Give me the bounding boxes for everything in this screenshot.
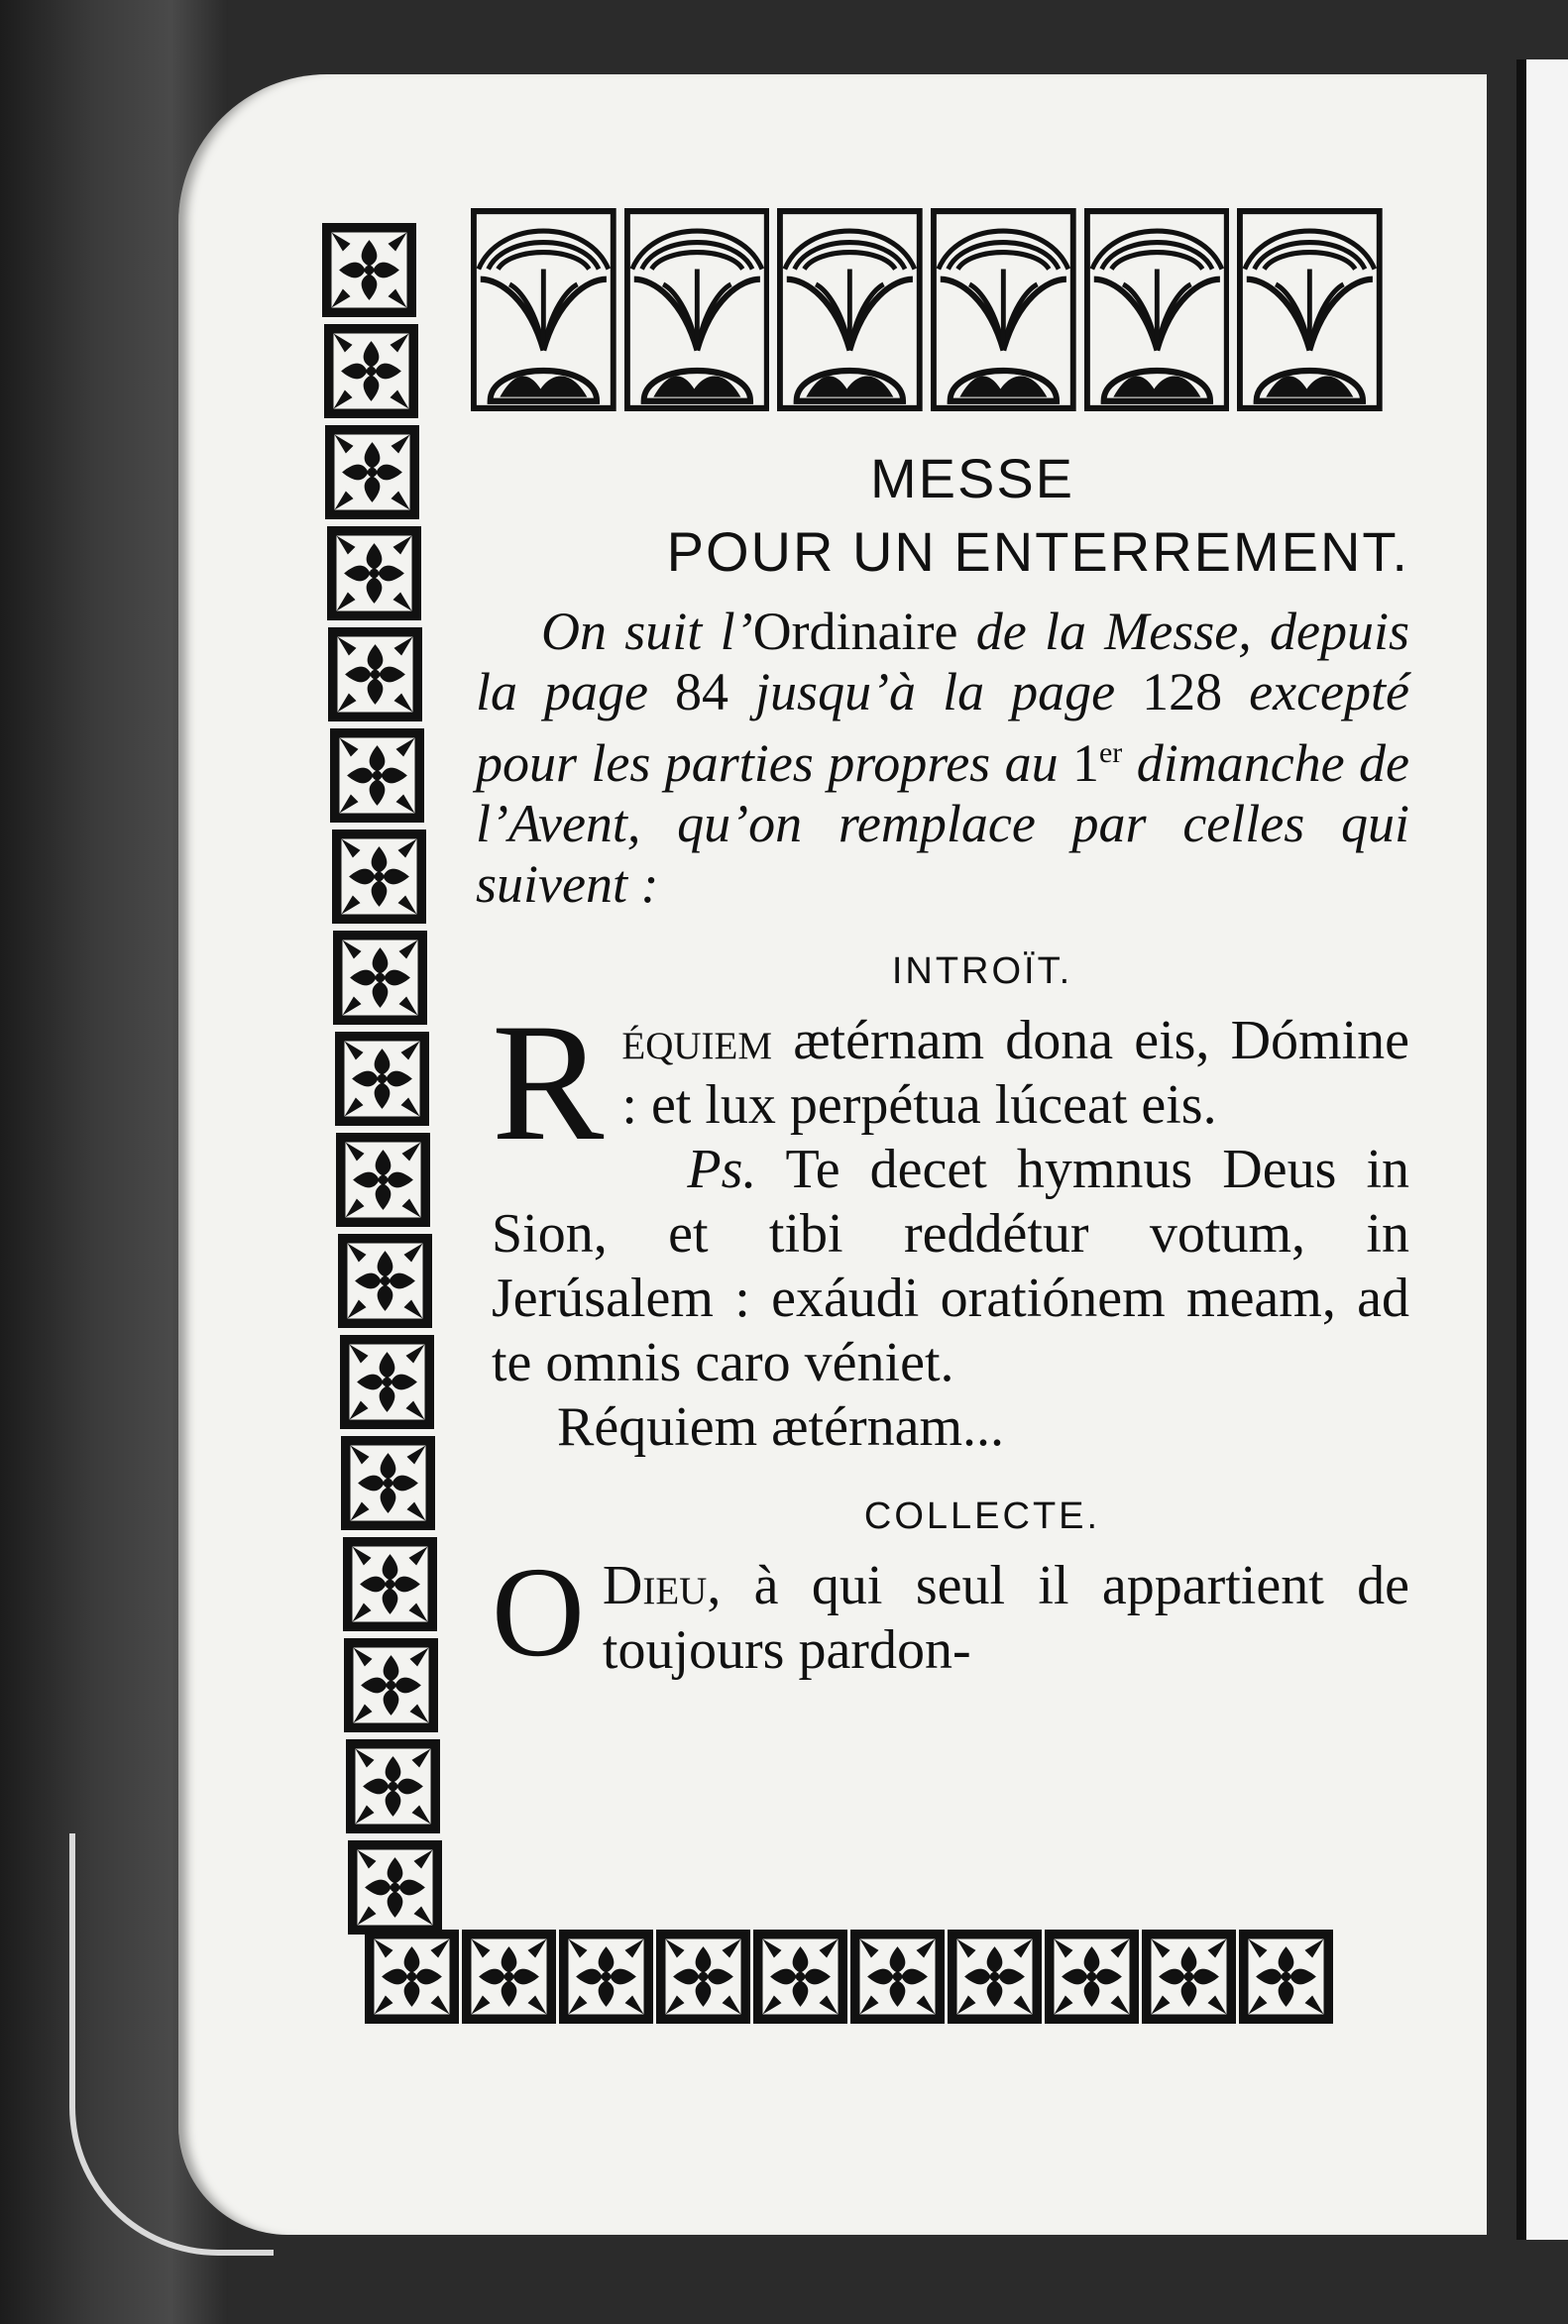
cross-tile-icon — [346, 1739, 440, 1833]
collecte-smallcaps: Dieu — [602, 1555, 708, 1616]
psalm-paragraph — [476, 1138, 1409, 1395]
title-line-1: MESSE — [869, 447, 1075, 509]
cross-tile-icon — [325, 425, 419, 519]
rubric-ordinal: 1 — [1071, 733, 1099, 793]
cross-tile-icon — [343, 1537, 437, 1631]
page-curl — [69, 1833, 274, 2256]
cross-tile-icon — [333, 931, 427, 1025]
cross-tile-icon — [656, 1930, 750, 2024]
cross-tile-icon — [559, 1930, 653, 2024]
fan-ornament-icon — [931, 208, 1076, 411]
cross-tile-icon — [327, 526, 421, 620]
cross-tile-icon — [322, 223, 416, 317]
rubric-page-end: 128 — [1142, 662, 1223, 721]
fan-ornament-icon — [1237, 208, 1383, 411]
cross-tile-icon — [948, 1930, 1042, 2024]
rubric-text: excepté pour les parties propres au — [476, 662, 1409, 793]
cross-tile-icon — [462, 1930, 556, 2024]
cross-tile-icon — [332, 830, 426, 924]
facing-page-edge — [1516, 59, 1568, 2240]
rubric-text: de la Messe, depuis la page — [476, 602, 1409, 721]
rubric-text: jusqu’à la page — [728, 662, 1143, 721]
collecte-paragraph — [476, 1541, 1409, 1684]
fan-ornament-icon — [471, 208, 616, 411]
cross-tile-icon — [341, 1436, 435, 1530]
cross-tile-icon — [348, 1840, 442, 1935]
cross-tile-icon — [324, 324, 418, 418]
cross-tile-icon — [1142, 1930, 1236, 2024]
collecte-text: , à qui seul il appartient de toujours pardon- — [602, 1555, 1409, 1681]
cross-tile-icon — [328, 627, 422, 721]
introit-text: ætérnam dona eis, Dómine : et lux perpétua lúceat eis. — [621, 1010, 1409, 1136]
introit-dropcap: R — [492, 989, 605, 1175]
psalm-text: Te decet hymnus Deus in Sion, et tibi reddétur votum, in Jerúsalem : exáudi oratiónem meam, ad te omnis caro véniet. — [492, 1139, 1409, 1393]
fan-ornament-icon — [624, 208, 770, 411]
fan-ornament-icon — [1084, 208, 1230, 411]
cross-tile-icon — [365, 1930, 459, 2024]
introit-repeat: Réquiem ætérnam... — [557, 1396, 1005, 1458]
collecte-dropcap: O — [492, 1541, 585, 1684]
rubric-ordinaire: Ordinaire — [752, 602, 958, 661]
rubric-paragraph — [476, 602, 1409, 915]
psalm-label: Ps. — [687, 1139, 757, 1200]
cross-tile-icon — [1045, 1930, 1139, 2024]
introit-heading: INTROÏT. — [891, 950, 1073, 992]
cross-tile-icon — [340, 1335, 434, 1429]
title-line-2: POUR UN ENTERREMENT. — [666, 520, 1409, 583]
header-ornament-row — [471, 208, 1383, 411]
cross-tile-icon — [335, 1032, 429, 1126]
rubric-text: On suit l’ — [541, 602, 753, 661]
cross-tile-icon — [753, 1930, 847, 2024]
fan-ornament-icon — [777, 208, 923, 411]
rubric-text: dimanche de l’Avent, qu’on remplace par celles qui suivent : — [476, 733, 1409, 914]
rubric-ordinal-suffix: er — [1098, 736, 1123, 769]
cross-tile-icon — [336, 1133, 430, 1227]
introit-smallcaps: équiem — [621, 1010, 773, 1071]
collecte-heading: COLLECTE. — [863, 1495, 1101, 1537]
cross-tile-icon — [330, 728, 424, 823]
cross-tile-icon — [338, 1234, 432, 1328]
cross-tile-icon — [344, 1638, 438, 1732]
cross-tile-icon — [850, 1930, 945, 2024]
rubric-page-start: 84 — [675, 662, 729, 721]
cross-tile-icon — [1239, 1930, 1333, 2024]
page-text — [476, 447, 1409, 1684]
